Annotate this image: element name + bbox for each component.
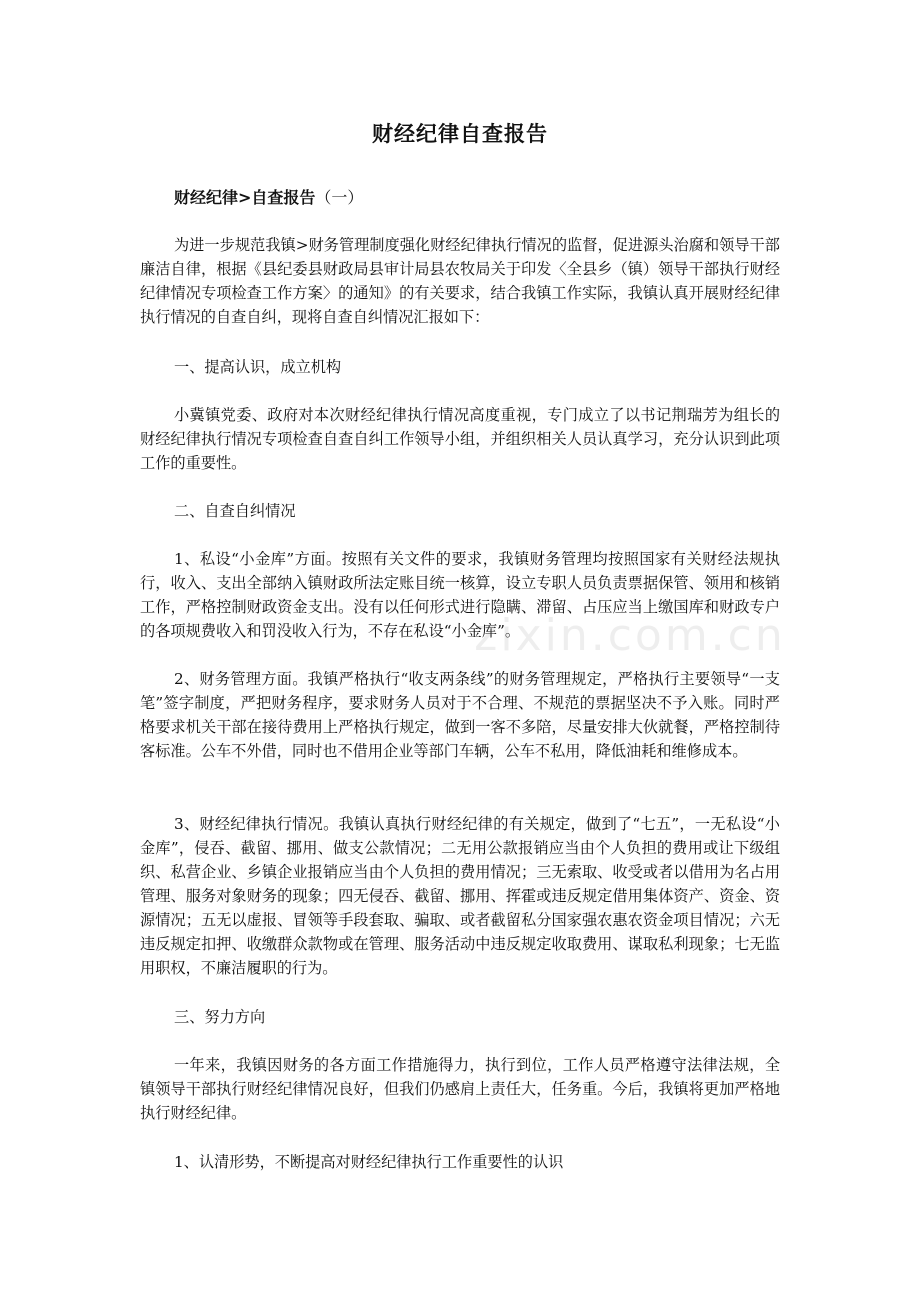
section3-heading: 三、努力方向	[174, 1008, 266, 1026]
document-title: 财经纪律自查报告	[372, 122, 548, 146]
intro-paragraph: 为进一步规范我镇>财务管理制度强化财经纪律执行情况的监督，促进源头治腐和领导干部廉洁自律，根据《县纪委县财政局县审计局县农牧局关于印发〈全县乡（镇）领导干部执行财经纪律情况专项检查工作方案〉的通知》的有关要求，结合我镇工作实际，我镇认真开展财经纪律执行情况的自查自纠，现将自查自纠情况汇报如下：	[140, 236, 780, 326]
subtitle-suffix: （一）	[315, 188, 364, 207]
section1-paragraph: 小冀镇党委、政府对本次财经纪律执行情况高度重视，专门成立了以书记荆瑞芳为组长的财经纪律执行情况专项检查自查自纠工作领导小组，并组织相关人员认真学习，充分认识到此项工作的重要性。	[140, 406, 780, 472]
section2-heading: 二、自查自纠情况	[174, 502, 296, 520]
section2-item2: 2、财务管理方面。我镇严格执行“收支两条线”的财务管理规定，严格执行主要领导“一支笔”签字制度，严把财务程序，要求财务人员对于不合理、不规范的票据坚决不予入账。同时严格要求机关干部在接待费用上严格执行规定，做到一客不多陪，尽量安排大伙就餐，严格控制待客标准。公车不外借，同时也不借用企业等部门车辆，公车不私用，降低油耗和维修成本。	[140, 670, 780, 760]
subtitle-bold: 财经纪律>自查报告	[174, 188, 316, 207]
section1-heading: 一、提高认识，成立机构	[174, 358, 342, 376]
section2-item1: 1、私设“小金库”方面。按照有关文件的要求，我镇财务管理均按照国家有关财经法规执行，收入、支出全部纳入镇财政所法定账目统一核算，设立专职人员负责票据保管、领用和核销工作，严格控制财政资金支出。没有以任何形式进行隐瞒、滞留、占压应当上缴国库和财政专户的各项规费收入和罚没收入行为，不存在私设“小金库”。	[140, 550, 780, 640]
document-subtitle	[174, 185, 363, 208]
watermark: zixin.com.cn	[474, 610, 786, 661]
section3-item1: 1、认清形势，不断提高对财经纪律执行工作重要性的认识	[174, 1153, 564, 1171]
section3-paragraph: 一年来，我镇因财务的各方面工作措施得力，执行到位，工作人员严格遵守法律法规，全镇领导干部执行财经纪律情况良好，但我们仍感肩上责任大，任务重。今后，我镇将更加严格地执行财经纪律。	[140, 1056, 780, 1122]
section2-item3: 3、财经纪律执行情况。我镇认真执行财经纪律的有关规定，做到了“七五”，一无私设“小金库”，侵吞、截留、挪用、做支公款情况；二无用公款报销应当由个人负担的费用或让下级组织、私营企业、乡镇企业报销应当由个人负担的费用情况；三无索取、收受或者以借用为名占用管理、服务对象财务的现象；四无侵吞、截留、挪用、挥霍或违反规定借用集体资产、资金、资源情况；五无以虚报、冒领等手段套取、骗取、或者截留私分国家强农惠农资金项目情况；六无违反规定扣押、收缴群众款物或在管理、服务活动中违反规定收取费用、谋取私利现象；七无监用职权，不廉洁履职的行为。	[140, 815, 780, 977]
